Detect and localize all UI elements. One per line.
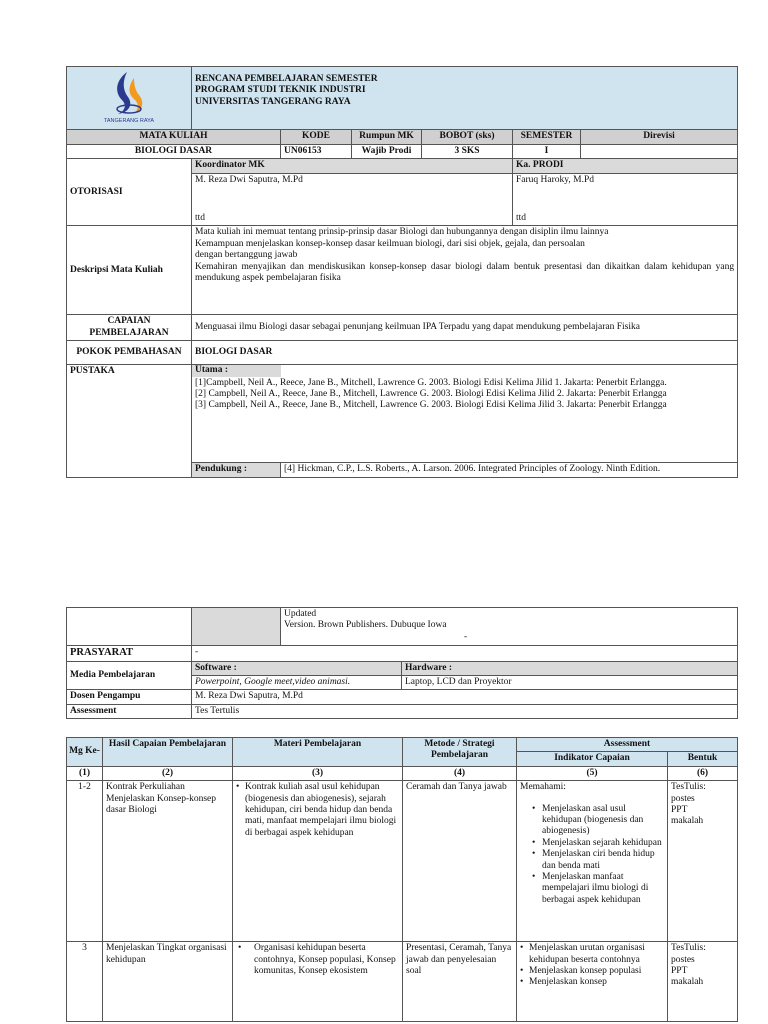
assessment-label: Assessment: [67, 704, 192, 718]
col-hasil: Hasil Capaian Pembelajaran: [103, 738, 233, 767]
row2-indikator: [517, 942, 668, 1022]
university-name: UNIVERSITAS TANGERANG RAYA: [195, 96, 351, 107]
pustaka-ref1: [1]Campbell, Neil A., Reece, Jane B., Mitchell, Lawrence G. 2003. Biologi Edisi Kelima Jilid 1. Jakarta: Penerbit Erlangga.: [195, 377, 667, 388]
pustaka-label: PUSTAKA: [67, 365, 192, 477]
logo-cell: [67, 67, 192, 130]
row2-indikator-2: • Menjelaskan konsep populasi: [520, 966, 664, 977]
pustaka-utama-cell: [192, 365, 738, 463]
doc-title: RENCANA PEMBELAJARAN SEMESTER: [195, 74, 378, 84]
pustaka-ref2: [2] Campbell, Neil A., Reece, Jane B., Mitchell, Lawrence G. 2003. Biologi Edisi Kelima Jilid 2. Jakarta: Penerbit Erlangga: [195, 388, 667, 399]
kaprodi-name: Faruq Haroky, M.Pd: [516, 174, 595, 185]
num-3: (3): [233, 766, 403, 780]
row1-indikator-intro: Memahami:: [520, 782, 566, 793]
program-name: PROGRAM STUDI TEKNIK INDUSTRI: [195, 85, 366, 96]
course-code: UN06153: [281, 144, 352, 158]
pokok-label: POKOK PEMBAHASAN: [67, 341, 192, 365]
hardware-value: Laptop, LCD dan Proyektor: [402, 675, 738, 689]
capaian-text: Menguasai ilmu Biologi dasar sebagai penunjang keilmuan IPA Terpadu yang dapat mendukung pembelajaran Fisika: [192, 315, 738, 341]
course-bobot: 3 SKS: [422, 144, 513, 158]
row2-hasil: Menjelaskan Tingkat organisasi kehidupan: [103, 942, 233, 1022]
koordinator-ttd: ttd: [195, 212, 206, 223]
row1-indikator-4: • Menjelaskan manfaat mempelajari ilmu biologi di berbagai aspek kehidupan: [532, 872, 664, 906]
row2-indikator-1: • Menjelaskan urutan organisasi kehidupan beserta contohnya: [520, 943, 664, 966]
col-bentuk: Bentuk: [668, 752, 738, 766]
row1-bentuk-3: PPT: [671, 804, 688, 815]
num-5: (5): [517, 766, 668, 780]
row1-hasil: [103, 781, 233, 942]
course-rumpun: Wajib Prodi: [352, 144, 422, 158]
assessment-value: Tes Tertulis: [192, 704, 738, 718]
dosen-label: Dosen Pengampu: [67, 690, 192, 704]
row2-mg: 3: [67, 942, 103, 1022]
row1-materi: [233, 781, 403, 942]
table-row: [67, 942, 738, 1022]
dosen-value: M. Reza Dwi Saputra, M.Pd: [192, 690, 738, 704]
deskripsi-p1: Mata kuliah ini memuat tentang prinsip-prinsip dasar Biologi dan hubungannya dengan disiplin ilmu lainnya: [195, 227, 609, 238]
row2-materi-item: • Organisasi kehidupan beserta contohnya, Konsep populasi, Konsep komunitas, Konsep ekosistem: [238, 943, 399, 977]
pustaka-ref4: [4] Hickman, C.P., L.S. Roberts., A. Larson. 2006. Integrated Principles of Zoology. Ninth Edition.: [281, 463, 738, 477]
weekly-plan-table: [66, 737, 738, 1022]
row1-materi-item: • Kontrak kuliah asal usul kehidupan (biogenesis dan abiogenesis), sejarah kehidupan, ciri benda hidup dan benda mati, manfaat mempelajari ilmu biologi di berbagai aspek kehidupan: [236, 782, 399, 839]
row2-bentuk-1: TesTulis:: [671, 943, 706, 954]
pustaka-ref4-cont2: Version. Brown Publishers. Dubuque Iowa: [284, 620, 447, 631]
row1-bentuk-2: postes: [671, 793, 695, 804]
university-logo: [94, 68, 164, 124]
continuation-shade: [192, 608, 281, 646]
pokok-text: BIOLOGI DASAR: [192, 341, 738, 365]
row2-bentuk-2: postes: [671, 954, 695, 965]
kaprodi-ttd: ttd: [516, 212, 527, 223]
col-kode: KODE: [281, 130, 352, 144]
col-indikator: Indikator Capaian: [517, 752, 668, 766]
rps-header-table: [66, 66, 738, 478]
row1-bentuk-1: TesTulis:: [671, 782, 706, 793]
num-6: (6): [668, 766, 738, 780]
capaian-label: CAPAIAN PEMBELAJARAN: [67, 315, 192, 341]
deskripsi-label: Deskripsi Mata Kuliah: [67, 226, 192, 315]
prasyarat-label: PRASYARAT: [67, 646, 192, 662]
row1-hasil-b: Menjelaskan Konsep-konsep dasar Biologi: [106, 793, 217, 815]
rps-continuation-table: [66, 607, 738, 719]
software-label: Software :: [192, 661, 402, 675]
row2-indikator-3: • Menjelaskan konsep: [520, 977, 664, 988]
course-direvisi: [581, 144, 738, 158]
num-1: (1): [67, 766, 103, 780]
course-semester: I: [513, 144, 581, 158]
deskripsi-cell: [192, 226, 738, 315]
row1-bentuk: [668, 781, 738, 942]
row2-materi: [233, 942, 403, 1022]
col-rumpun: Rumpun MK: [352, 130, 422, 144]
koordinator-label: Koordinator MK: [192, 159, 513, 173]
col-bobot: BOBOT (sks): [422, 130, 513, 144]
kaprodi-label: Ka. PRODI: [513, 159, 738, 173]
row1-indikator-1: • Menjelaskan asal usul kehidupan (biogenesis dan abiogenesis): [532, 804, 664, 838]
otorisasi-label: OTORISASI: [67, 159, 192, 226]
row1-indikator-2: • Menjelaskan sejarah kehidupan: [532, 838, 664, 849]
pustaka-dash: -: [464, 631, 468, 642]
col-direvisi: Direvisi: [581, 130, 738, 144]
col-semester: SEMESTER: [513, 130, 581, 144]
software-value: Powerpoint, Google meet,video animasi.: [192, 675, 402, 689]
deskripsi-p3: dengan bertanggung jawab: [195, 250, 298, 261]
pustaka-utama-label: Utama :: [192, 365, 281, 376]
row1-indikator: [517, 781, 668, 942]
kaprodi-cell: [513, 173, 738, 226]
num-2: (2): [103, 766, 233, 780]
row1-hasil-a: Kontrak Perkuliahan: [106, 782, 185, 793]
deskripsi-p2: Kemampuan menjelaskan konsep-konsep dasar keilmuan biologi, dari sisi objek, gejala, dan persoalan: [195, 238, 585, 249]
row2-metode: Presentasi, Ceramah, Tanya jawab dan penyelesaian soal: [403, 942, 517, 1022]
continuation-blank: [67, 608, 192, 646]
row1-indikator-3: • Menjelaskan ciri benda hidup dan benda mati: [532, 849, 664, 872]
col-mg: Mg Ke-: [67, 738, 103, 767]
koordinator-cell: [192, 173, 513, 226]
deskripsi-p4: Kemahiran menyajikan dan mendiskusikan konsep-konsep dasar biologi dalam bentuk presentasi dan dikaitkan dalam kehidupan yang mendukung aspek pembelajaran fisika: [195, 261, 735, 283]
row1-mg: 1-2: [67, 781, 103, 942]
pustaka-ref3: [3] Campbell, Neil A., Reece, Jane B., Mitchell, Lawrence G. 2003. Biologi Edisi Kelima Jilid 3. Jakarta: Penerbit Erlangga: [195, 400, 667, 411]
table-row: [67, 781, 738, 942]
row2-bentuk-3: PPT: [671, 965, 688, 976]
row1-bentuk-4: makalah: [671, 816, 704, 827]
continuation-cell: [281, 608, 738, 646]
num-4: (4): [403, 766, 517, 780]
title-cell: [192, 67, 738, 130]
pustaka-ref4-cont1: Updated: [284, 609, 317, 619]
hardware-label: Hardware :: [402, 661, 738, 675]
media-label: Media Pembelajaran: [67, 661, 192, 690]
row2-bentuk-4: makalah: [671, 977, 704, 988]
prasyarat-value: -: [192, 646, 738, 662]
col-materi: Materi Pembelajaran: [233, 738, 403, 767]
col-assessment: Assessment: [517, 738, 738, 752]
col-mata-kuliah: MATA KULIAH: [67, 130, 281, 144]
row1-metode: Ceramah dan Tanya jawab: [403, 781, 517, 942]
koordinator-name: M. Reza Dwi Saputra, M.Pd: [195, 174, 303, 185]
logo-text: TANGERANG RAYA: [103, 118, 155, 124]
pustaka-pendukung-label: Pendukung :: [192, 463, 281, 477]
row2-bentuk: [668, 942, 738, 1022]
course-name: BIOLOGI DASAR: [67, 144, 281, 158]
col-metode: Metode / Strategi Pembelajaran: [403, 738, 517, 767]
